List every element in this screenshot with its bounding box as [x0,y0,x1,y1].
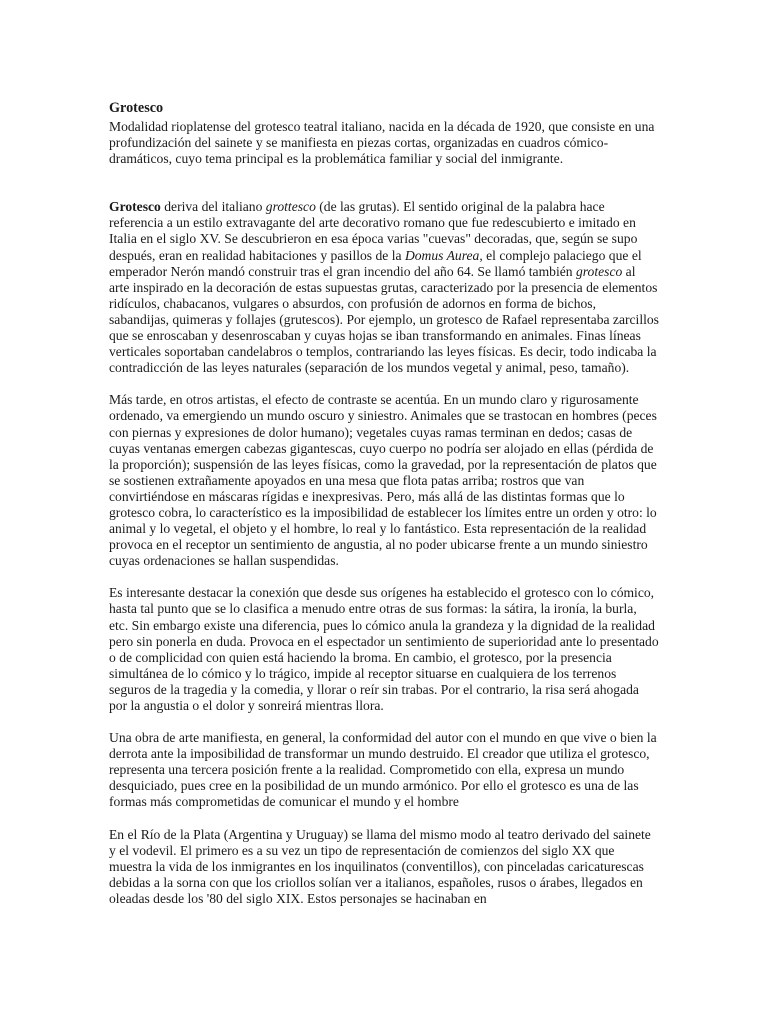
text-segment: (de las grutas). El sentido original de la palabra hace referencia a un estilo extravagante del arte decorativo romano que fue redescubierto e imitado en Italia en el siglo XV. Se descubrieron en esa época varias "cuevas" decoradas, que, según se supo después, eran en realidad habitaciones y pasillos de la [109,199,638,263]
text-segment: , el complejo palaciego que el emperador Nerón mandó construir tras el gran incendio del año 64. Se llamó también [109,247,642,279]
italic-domus-aurea: Domus Aurea [404,247,480,263]
italic-grotesco: grotesco [575,263,623,279]
paragraph-etymology [109,199,659,376]
paragraph-artwork: Una obra de arte manifiesta, en general, la conformidad del autor con el mundo en que vive o bien la derrota ante la imposibilidad de transformar un mundo destruido. El creador que utiliza el grotesco, representa una tercera posición frente a la realidad. Comprometido con ella, expresa un mundo desquiciado, pues cree en la posibilidad de un mundo armónico. Por ello el grotesco es una de las formas más comprometidas de comunicar el mundo y el hombre [109,730,657,810]
text-segment: deriva del italiano [160,199,266,215]
italic-grottesco: grottesco [265,199,316,215]
paragraph-comic: Es interesante destacar la conexión que desde sus orígenes ha establecido el grotesco con lo cómico, hasta tal punto que se lo clasifica a menudo entre otras de sus formas: la sátira, la ironía, la burla, etc. Sin embargo existe una diferencia, pues lo cómico anula la grandeza y la dignidad de la realidad pero sin ponerla en duda. Provoca en el espectador un sentimiento de superioridad ante lo presentado o de complicidad con quien está haciendo la broma. En cambio, el grotesco, por la presencia simultánea de lo cómico y lo trágico, impide al receptor situarse en cualquiera de los terrenos seguros de la tragedia y la comedia, y llorar o reír sin trabas. Por el contrario, la risa será ahogada por la angustia o el dolor y sonreirá mientras llora. [109,585,659,713]
document-page [109,99,659,923]
paragraph-contrast: Más tarde, en otros artistas, el efecto de contraste se acentúa. En un mundo claro y rigurosamente ordenado, va emergiendo un mundo oscuro y siniestro. Animales que se trastocan en hombres (peces con piernas y expresiones de dolor humano); vegetales cuyas ramas terminan en dedos; casas de cuyas ventanas emergen cabezas gigantescas, cuyo cuerpo no podría ser alojado en ellas (pérdida de la proporción); suspensión de las leyes físicas, como la gravedad, por la representación de platos que se sostienen extrañamente apoyados en una mesa que flota patas arriba; rostros que van convirtiéndose en máscaras rígidas e inexpresivas. Pero, más allá de las distintas formas que lo grotesco cobra, lo característico es la imposibilidad de establecer los límites entre un orden y otro: lo animal y lo vegetal, el objeto y el hombre, lo real y lo fantástico. Esta representación de la realidad provoca en el receptor un sentimiento de angustia, al no poder ubicarse frente a un mundo siniestro cuyas ordenaciones se hallan suspendidas. [109,392,657,569]
paragraph-rio-de-la-plata: En el Río de la Plata (Argentina y Uruguay) se llama del mismo modo al teatro derivado del sainete y el vodevil. El primero es a su vez un tipo de representación de comienzos del siglo XX que muestra la vida de los inmigrantes en los inquilinatos (conventillos), con pinceladas caricaturescas debidas a la sorna con que los criollos solían ver a italianos, españoles, rusos o árabes, llegados en oleadas desde los '80 del siglo XIX. Estos personajes se hacinaban en [109,826,651,906]
text-segment: al arte inspirado en la decoración de estas supuestas grutas, caracterizado por la presencia de elementos ridículos, chabacanos, vulgares o absurdos, con profusión de adornos en forma de bichos, sabandijas, quimeras y follajes (grutescos). Por ejemplo, un grotesco de Rafael representaba zarcillos que se enroscaban y desenroscaban y cuyas hojas se iban transformando en animales. Finas líneas verticales soportaban candelabros o templos, contrariando las leyes físicas. Es decir, todo indicaba la contradicción de las leyes naturales (separación de los mundos vegetal y animal, peso, tamaño). [109,263,659,376]
term-grotesco: Grotesco [109,199,161,215]
page-title: Grotesco [109,100,164,116]
intro-paragraph: Modalidad rioplatense del grotesco teatral italiano, nacida en la década de 1920, que consiste en una profundización del sainete y se manifiesta en piezas cortas, organizadas en cuadros cómico-dramáticos, cuyo tema principal es la problemática familiar y social del inmigrante. [109,119,655,167]
